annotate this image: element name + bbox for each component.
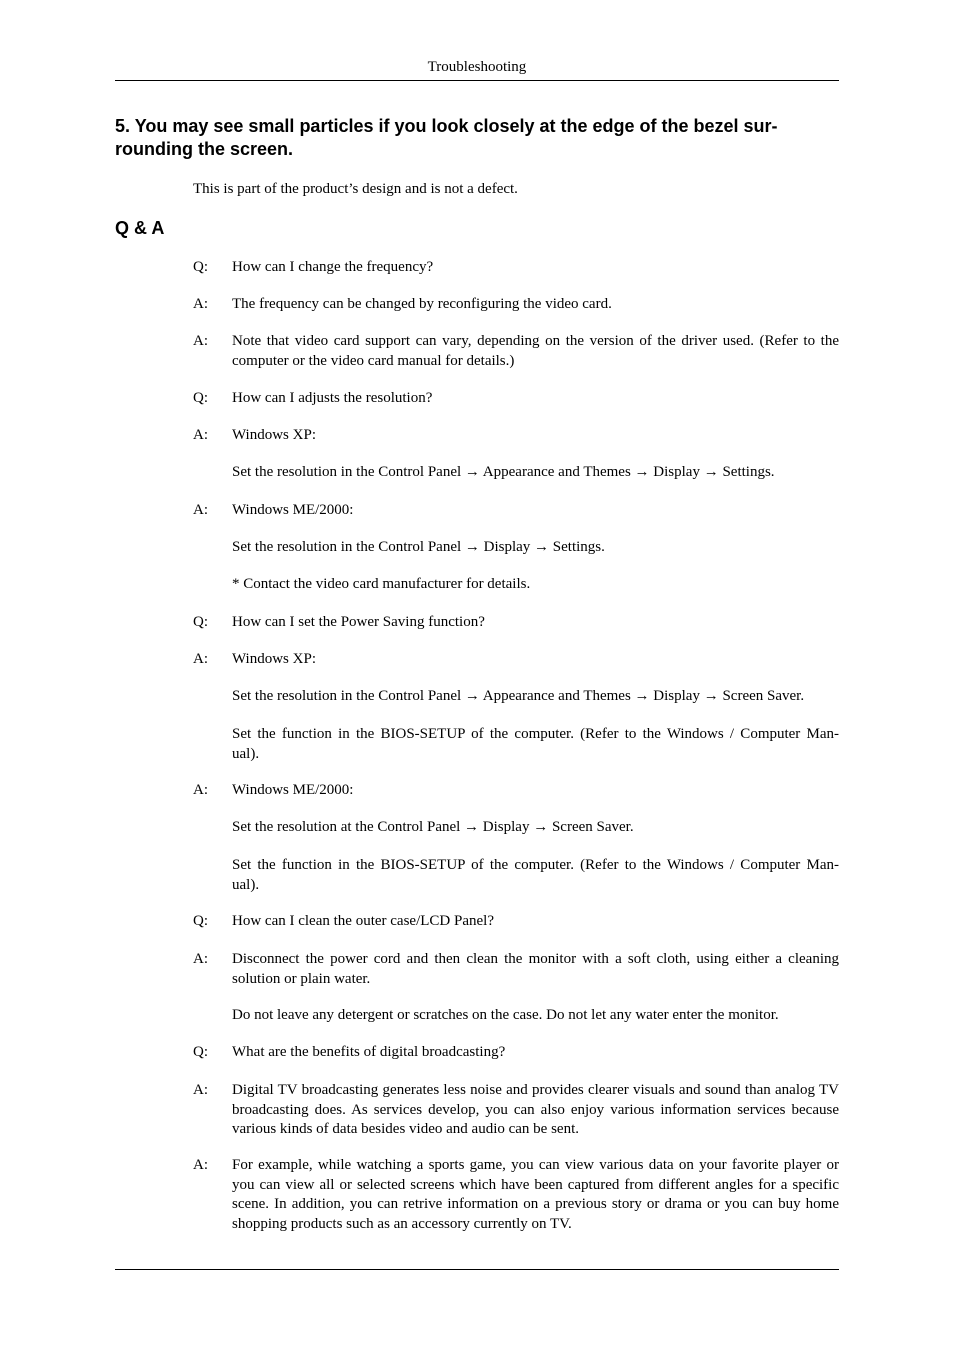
question-label: Q: [193,1044,208,1060]
answer-continuation: Set the resolution at the Control Panel → Display → Screen Saver. [232,819,634,835]
answer-label: A: [193,951,208,967]
answer-continuation-line-1: Set the function in the BIOS-SETUP of the computer. (Refer to the Windows / Computer Man- [232,726,839,742]
answer-text: Digital TV broadcasting generates less noise and provides clearer visuals and sound than analog TV broadcasting does. As services develop, you can also enjoy various information services because various kinds of data besides video and audio can be sent. [232,1082,839,1137]
qa-heading: Q & A [115,218,165,238]
section-heading-line-1: 5. You may see small particles if you look closely at the edge of the bezel sur- [115,116,778,136]
answer-continuation: Set the resolution in the Control Panel → Appearance and Themes → Display → Settings. [232,464,775,480]
answer-text: The frequency can be changed by reconfiguring the video card. [232,296,612,312]
answer-text: Windows XP: [232,651,316,667]
answer-continuation: * Contact the video card manufacturer for details. [232,576,531,592]
running-header: Troubleshooting [427,59,527,75]
answer-continuation [232,856,839,895]
answer-text: For example, while watching a sports game, you can view various data on your favorite player or you can view all or selected screens which have been captured from different angles for a specific scene. In addition, you can retrive information on a previous story or drama or you can buy home shopping products such as an accessory currently on TV. [232,1157,839,1232]
answer-continuation: Set the resolution in the Control Panel → Display → Settings. [232,539,605,555]
answer-label: A: [193,333,208,349]
question-text: How can I adjusts the resolution? [232,390,433,406]
question-text: How can I clean the outer case/LCD Panel? [232,913,494,929]
answer-label: A: [193,296,208,312]
answer-continuation-line-2: ual). [232,745,260,762]
answer-label: A: [193,651,208,667]
question-label: Q: [193,259,208,275]
header-rule [115,80,839,81]
answer-label: A: [193,1157,208,1173]
section-heading [115,115,839,161]
answer-text: Windows ME/2000: [232,502,354,518]
answer-continuation-line-2: ual). [232,876,260,893]
question-text: What are the benefits of digital broadcasting? [232,1044,506,1060]
section-heading-line-2: rounding the screen. [115,139,294,159]
answer-continuation: Set the resolution in the Control Panel → Appearance and Themes → Display → Screen Saver. [232,688,805,704]
answer-label: A: [193,1082,208,1098]
answer-continuation [232,725,839,764]
answer-label: A: [193,427,208,443]
question-text: How can I change the frequency? [232,259,434,275]
section-body: This is part of the product’s design and is not a defect. [193,181,518,197]
answer-continuation-line-1: Set the function in the BIOS-SETUP of the computer. (Refer to the Windows / Computer Man- [232,857,839,873]
answer-text: Windows XP: [232,427,316,443]
answer-label: A: [193,782,208,798]
question-label: Q: [193,913,208,929]
footer-rule [115,1269,839,1270]
answer-text: Windows ME/2000: [232,782,354,798]
answer-continuation: Do not leave any detergent or scratches on the case. Do not let any water enter the monitor. [232,1007,779,1023]
answer-text: Note that video card support can vary, depending on the version of the driver used. (Refer to the computer or the video card manual for details.) [232,333,839,369]
question-text: How can I set the Power Saving function? [232,614,485,630]
question-label: Q: [193,614,208,630]
answer-label: A: [193,502,208,518]
question-label: Q: [193,390,208,406]
answer-text: Disconnect the power cord and then clean the monitor with a soft cloth, using either a cleaning solution or plain water. [232,951,839,987]
